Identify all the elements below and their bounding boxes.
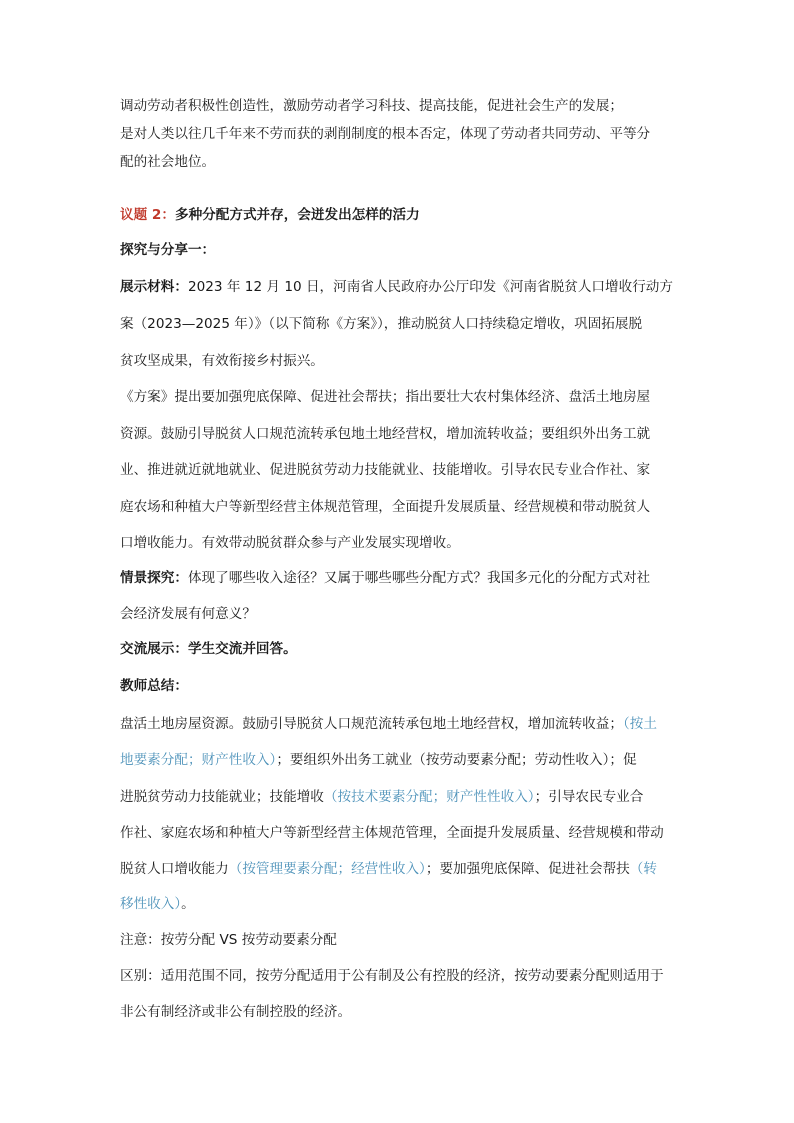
teacher-summary-heading: 教师总结： — [120, 678, 188, 694]
intro-line-1: 调动劳动者积极性创造性，激励劳动者学习科技、提高技能，促进社会生产的发展； — [120, 98, 623, 114]
summary-text-6b: 。 — [181, 896, 195, 912]
summary-line-6 — [120, 896, 195, 912]
summary-line-5 — [120, 861, 657, 877]
material-line-3: 贫攻坚成果，有效衔接乡村振兴。 — [120, 353, 324, 369]
summary-note-1b: （按土 — [622, 716, 657, 732]
summary-text-5a: 脱贫人口增收能力 — [120, 861, 229, 877]
exchange-label: 交流展示： — [120, 641, 188, 657]
summary-text-3c: ；引导农民专业合 — [534, 789, 644, 805]
summary-line-2 — [120, 752, 637, 768]
material-line-1 — [120, 279, 673, 295]
scenario-line-2: 会经济发展有何意义？ — [120, 606, 256, 622]
difference-line-1: 区别：适用范围不同，按劳分配适用于公有制及公有控股的经济，按劳动要素分配则适用于 — [120, 968, 664, 984]
topic-2-label: 议题 2： — [120, 207, 175, 223]
plan-line-1: 《方案》提出要加强兜底保障、促进社会帮扶；指出要壮大农村集体经济、盘活土地房屋 — [120, 389, 651, 405]
summary-note-5d: （转 — [629, 861, 657, 877]
plan-line-2: 资源。鼓励引导脱贫人口规范流转承包地土地经营权，增加流转收益；要组织外出务工就 — [120, 426, 651, 442]
summary-text-1a: 盘活土地房屋资源。鼓励引导脱贫人口规范流转承包地土地经营权，增加流转收益； — [120, 716, 623, 732]
summary-note-2a: 地要素分配；财产性收入） — [120, 752, 277, 768]
summary-note-3b: （按技术要素分配；财产性性收入） — [323, 789, 535, 805]
summary-line-4: 作社、家庭农场和种植大户等新型经营主体规范管理，全面提升发展质量、经营规模和带动 — [120, 825, 664, 841]
exchange-text: 学生交流并回答。 — [187, 641, 297, 657]
scenario-label: 情景探究： — [120, 570, 188, 586]
plan-line-5: 口增收能力。有效带动脱贫群众参与产业发展实现增收。 — [120, 535, 460, 551]
intro-line-2: 是对人类以往几千年来不劳而获的剥削制度的根本否定，体现了劳动者共同劳动、平等分 — [120, 126, 651, 142]
material-line-2: 案（2023—2025 年）》（以下简称《方案》），推动脱贫人口持续稳定增收，巩固拓展脱 — [120, 316, 643, 332]
topic-2-title: 多种分配方式并存，会迸发出怎样的活力 — [174, 207, 420, 223]
explore-heading: 探究与分享一： — [120, 242, 216, 258]
note-line: 注意：按劳分配 VS 按劳动要素分配 — [120, 932, 337, 948]
scenario-line-1 — [120, 570, 650, 586]
exchange-line — [120, 641, 297, 657]
difference-line-2: 非公有制经济或非公有制控股的经济。 — [120, 1004, 352, 1020]
topic-2-heading — [120, 207, 420, 223]
plan-line-4: 庭农场和种植大户等新型经营主体规范管理，全面提升发展质量、经营规模和带动脱贫人 — [120, 499, 651, 515]
summary-text-5c: ；要加强兜底保障、促进社会帮扶 — [425, 861, 630, 877]
material-label: 展示材料： — [120, 279, 188, 295]
summary-text-3a: 进脱贫劳动力技能就业；技能增收 — [120, 789, 324, 805]
summary-line-3 — [120, 789, 643, 805]
summary-note-6a: 移性收入） — [120, 896, 182, 912]
plan-line-3: 业、推进就近就地就业、促进脱贫劳动力技能就业、技能增收。引导农民专业合作社、家 — [120, 462, 651, 478]
summary-line-1 — [120, 716, 657, 732]
material-text-1: 2023 年 12 月 10 日，河南省人民政府办公厅印发《河南省脱贫人口增收行动方 — [187, 279, 673, 295]
intro-line-3: 配的社会地位。 — [120, 154, 216, 170]
summary-note-5b: （按管理要素分配；经营性收入） — [228, 861, 426, 877]
summary-text-2b: ；要组织外出务工就业（按劳动要素分配；劳动性收入）；促 — [276, 752, 637, 768]
scenario-text-1: 体现了哪些收入途径？又属于哪些哪些分配方式？我国多元化的分配方式对社 — [187, 570, 651, 586]
